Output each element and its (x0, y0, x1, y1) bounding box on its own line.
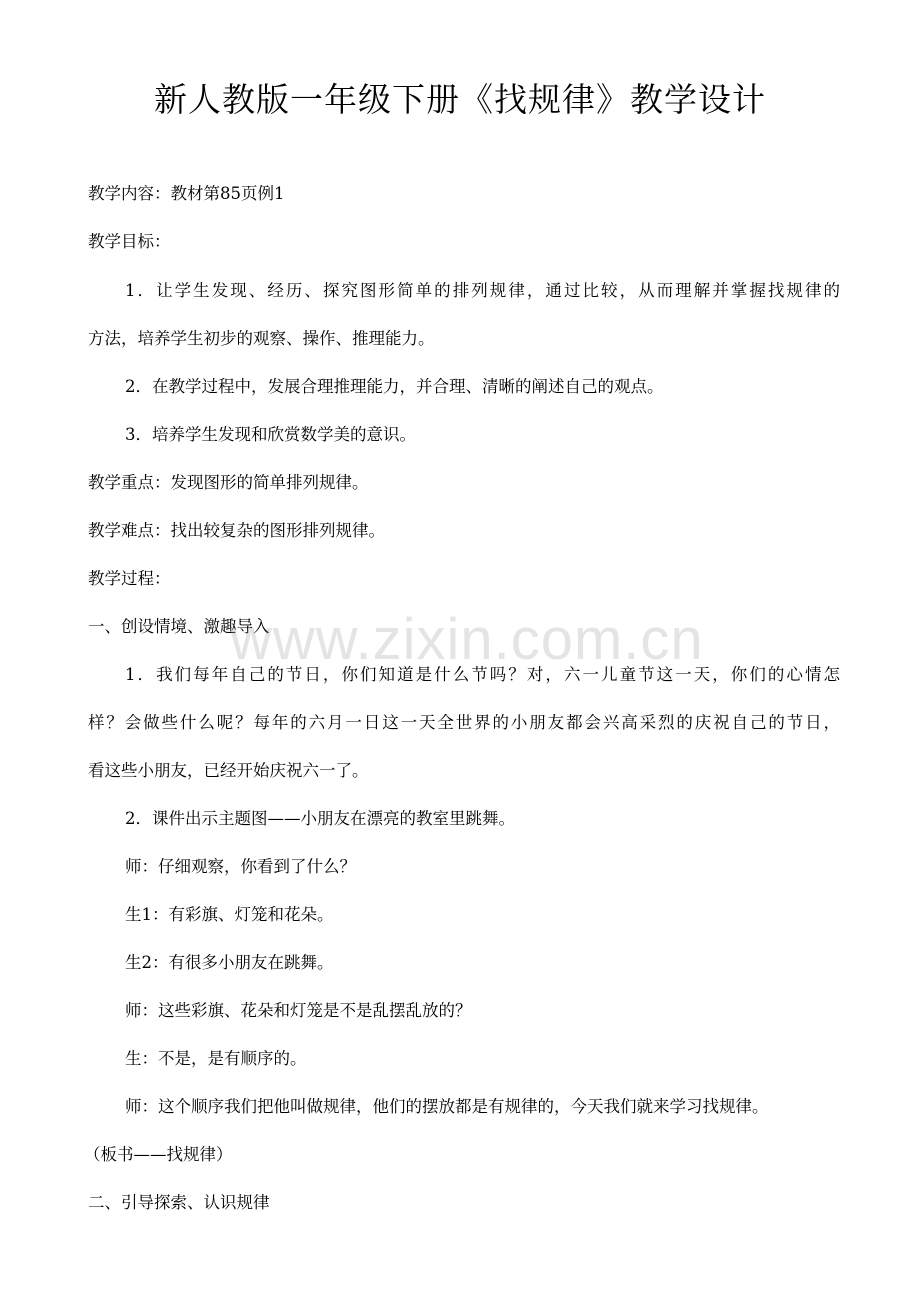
teaching-difficulty: 教学难点：找出较复杂的图形排列规律。 (88, 521, 385, 540)
objective-1-line-1: 1．让学生发现、经历、探究图形简单的排列规律，通过比较，从而理解并掌握找规律的 (125, 281, 840, 300)
objective-1-line-2: 方法，培养学生初步的观察、操作、推理能力。 (88, 329, 435, 348)
document-title: 新人教版一年级下册《找规律》教学设计 (154, 80, 766, 119)
paragraph-1-line-3: 看这些小朋友，已经开始庆祝六一了。 (88, 761, 369, 780)
paragraph-2: 2．课件出示主题图——小朋友在漂亮的教室里跳舞。 (125, 809, 515, 828)
watermark: www.zixin.com.cn (230, 607, 704, 672)
teaching-objectives-heading: 教学目标： (88, 232, 171, 251)
dialogue-student-3: 生：不是，是有顺序的。 (125, 1049, 307, 1068)
teaching-process-heading: 教学过程： (88, 569, 171, 588)
dialogue-teacher-1: 师：仔细观察，你看到了什么？ (125, 857, 356, 876)
paragraph-1-line-1: 1．我们每年自己的节日，你们知道是什么节吗？对，六一儿童节这一天，你们的心情怎 (125, 665, 840, 684)
objective-2: 2．在教学过程中，发展合理推理能力，并合理、清晰的阐述自己的观点。 (125, 377, 664, 396)
section-1-heading: 一、创设情境、激趣导入 (88, 617, 270, 636)
board-note: （板书——找规律） (84, 1145, 233, 1164)
section-2-heading: 二、引导探索、认识规律 (88, 1193, 270, 1212)
dialogue-student-1: 生1：有彩旗、灯笼和花朵。 (125, 905, 334, 924)
dialogue-teacher-2: 师：这些彩旗、花朵和灯笼是不是乱摆乱放的？ (125, 1001, 472, 1020)
teaching-content: 教学内容：教材第85页例1 (88, 184, 285, 203)
paragraph-1-line-2: 样？会做些什么呢？每年的六月一日这一天全世界的小朋友都会兴高采烈的庆祝自己的节日， (88, 713, 840, 732)
teaching-key-point: 教学重点：发现图形的简单排列规律。 (88, 473, 369, 492)
dialogue-teacher-3: 师：这个顺序我们把他叫做规律，他们的摆放都是有规律的，今天我们就来学习找规律。 (125, 1097, 769, 1116)
objective-3: 3．培养学生发现和欣赏数学美的意识。 (125, 425, 416, 444)
dialogue-student-2: 生2：有很多小朋友在跳舞。 (125, 953, 334, 972)
